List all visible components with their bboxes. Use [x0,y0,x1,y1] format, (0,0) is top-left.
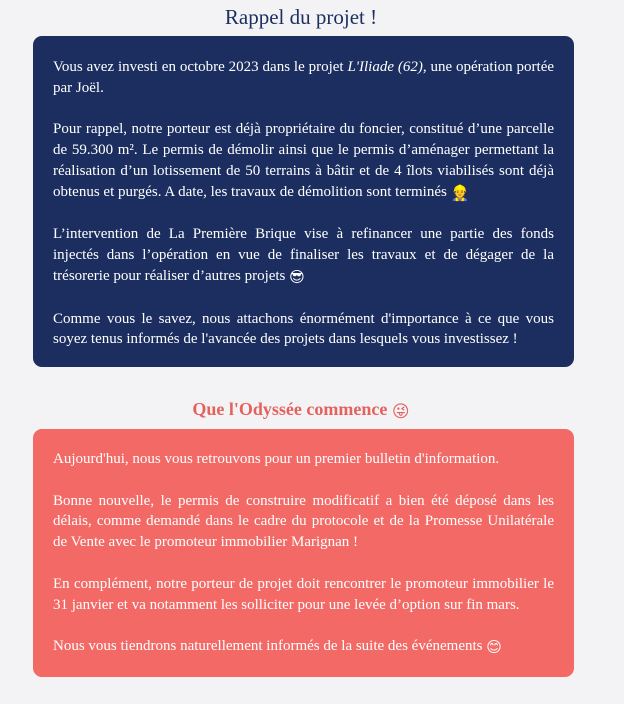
update-card [33,429,574,677]
update-paragraph-1: Aujourd'hui, nous vous retrouvons pour un premier bulletin d'information. [53,451,500,467]
recap-card [33,36,574,367]
winking-tongue-face-icon: 😜 [391,402,410,422]
project-name: L'Iliade (62) [347,59,423,75]
sunglasses-face-icon: 😎 [289,267,305,286]
update-title: Que l'Odyssée commence 😜 [192,399,410,422]
recap-paragraph-4: Comme vous le savez, nous attachons énormément d'importance à ce que vous soyez tenus informés de l'avancée des projets dans lesquels vous investissez ! [53,310,554,348]
recap-paragraph-2: Pour rappel, notre porteur est déjà propriétaire du foncier, constitué d’une parcelle de 59.300 m². Le permis de démolir ainsi que le permis d’aménager permettant la réalisation d’un lotissement de 50 terrains à bâtir et de 4 îlots viabilisés sont déjà obtenus et purgés. A date, les travaux de démolition sont terminés 👷 [53,121,554,202]
update-paragraph-3: En complément, notre porteur de projet doit rencontrer le promoteur immobilier le 31 janvier et va notamment les solliciter pour une levée d’option sur fin mars. [53,575,554,613]
recap-title: Rappel du projet ! [224,5,378,29]
recap-paragraph-1: Vous avez investi en octobre 2023 dans le projet L'Iliade (62), une opération portée par Joël. [53,59,555,96]
smiling-face-icon: 😊 [486,638,502,657]
construction-worker-icon: 👷 [450,183,470,202]
update-paragraph-2: Bonne nouvelle, le permis de construire modificatif a bien été déposé dans les délais, comme demandé dans le cadre du protocole et de la Promesse Unilatérale de Vente avec le promoteur immobilier Marignan ! [53,492,554,551]
update-paragraph-4: Nous vous tiendrons naturellement informés de la suite des événements 😊 [53,638,502,657]
recap-paragraph-3: L’intervention de La Première Brique vise à refinancer une partie des fonds injectés dans l’opération en vue de finaliser les travaux et de dégager de la trésorerie pour réaliser d’autres projets 😎 [53,226,554,286]
